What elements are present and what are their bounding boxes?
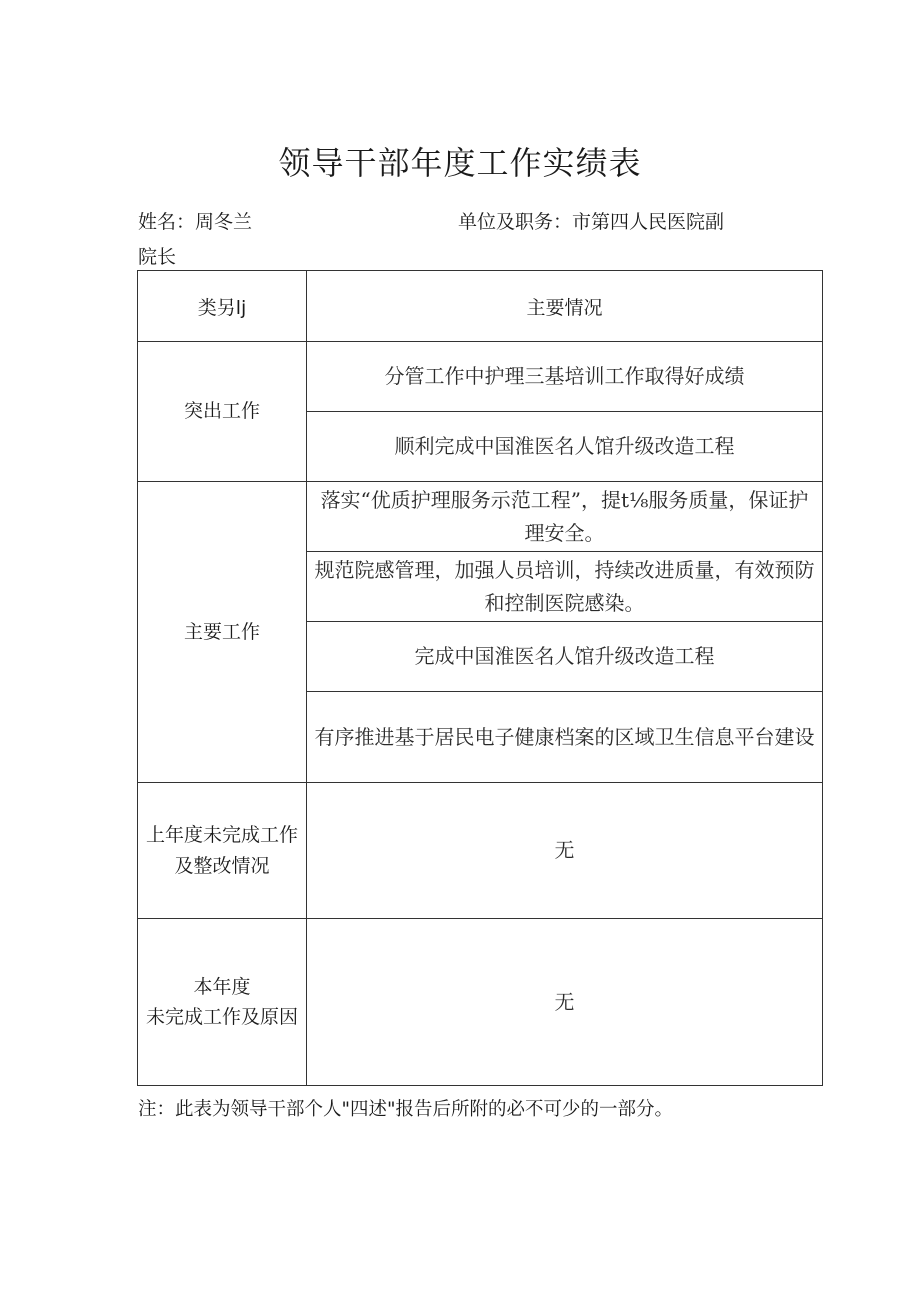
work-record-table [137,270,823,1086]
list-item: 顺利完成中国淮医名人馆升级改造工程 [307,412,823,482]
category-line: 及整改情况 [174,854,270,877]
table-row [138,342,823,412]
table-row [138,919,823,1086]
unit-position-field-continued: 院长 [138,246,177,268]
category-line: 未完成工作及原因 [145,1006,298,1028]
unit-position-field: 单位及职务：市第四人民医院副 [458,211,725,233]
table-row [138,783,823,919]
name-field: 姓名：周冬兰 [138,211,253,233]
list-item: 分管工作中护理三基培训工作取得好成绩 [307,342,823,412]
table-header-row [138,271,823,342]
category-this-year-unfinished [138,919,307,1086]
category-line: 本年度 [193,975,251,998]
table-row [138,482,823,552]
list-item: 有序推进基于居民电子健康档案的区域卫生信息平台建设 [307,692,823,783]
category-line: 上年度未完成工作 [145,824,298,847]
value-cell: 无 [307,919,823,1086]
column-header-category: 类另lj [138,271,307,342]
category-last-year-unfinished [138,783,307,919]
list-item: 规范院感管理，加强人员培训，持续改进质量，有效预防和控制医院感染。 [307,552,823,622]
page-title: 领导干部年度工作实绩表 [278,144,642,182]
footnote: 注：此表为领导干部个人"四述"报告后所附的必不可少的一部分。 [138,1099,674,1120]
list-item: 完成中国淮医名人馆升级改造工程 [307,622,823,692]
category-main-work: 主要工作 [138,482,307,783]
column-header-main: 主要情况 [307,271,823,342]
list-item: 落实“优质护理服务示范工程”，提t⅛服务质量，保证护理安全。 [307,482,823,552]
category-outstanding-work: 突出工作 [138,342,307,482]
value-cell: 无 [307,783,823,919]
